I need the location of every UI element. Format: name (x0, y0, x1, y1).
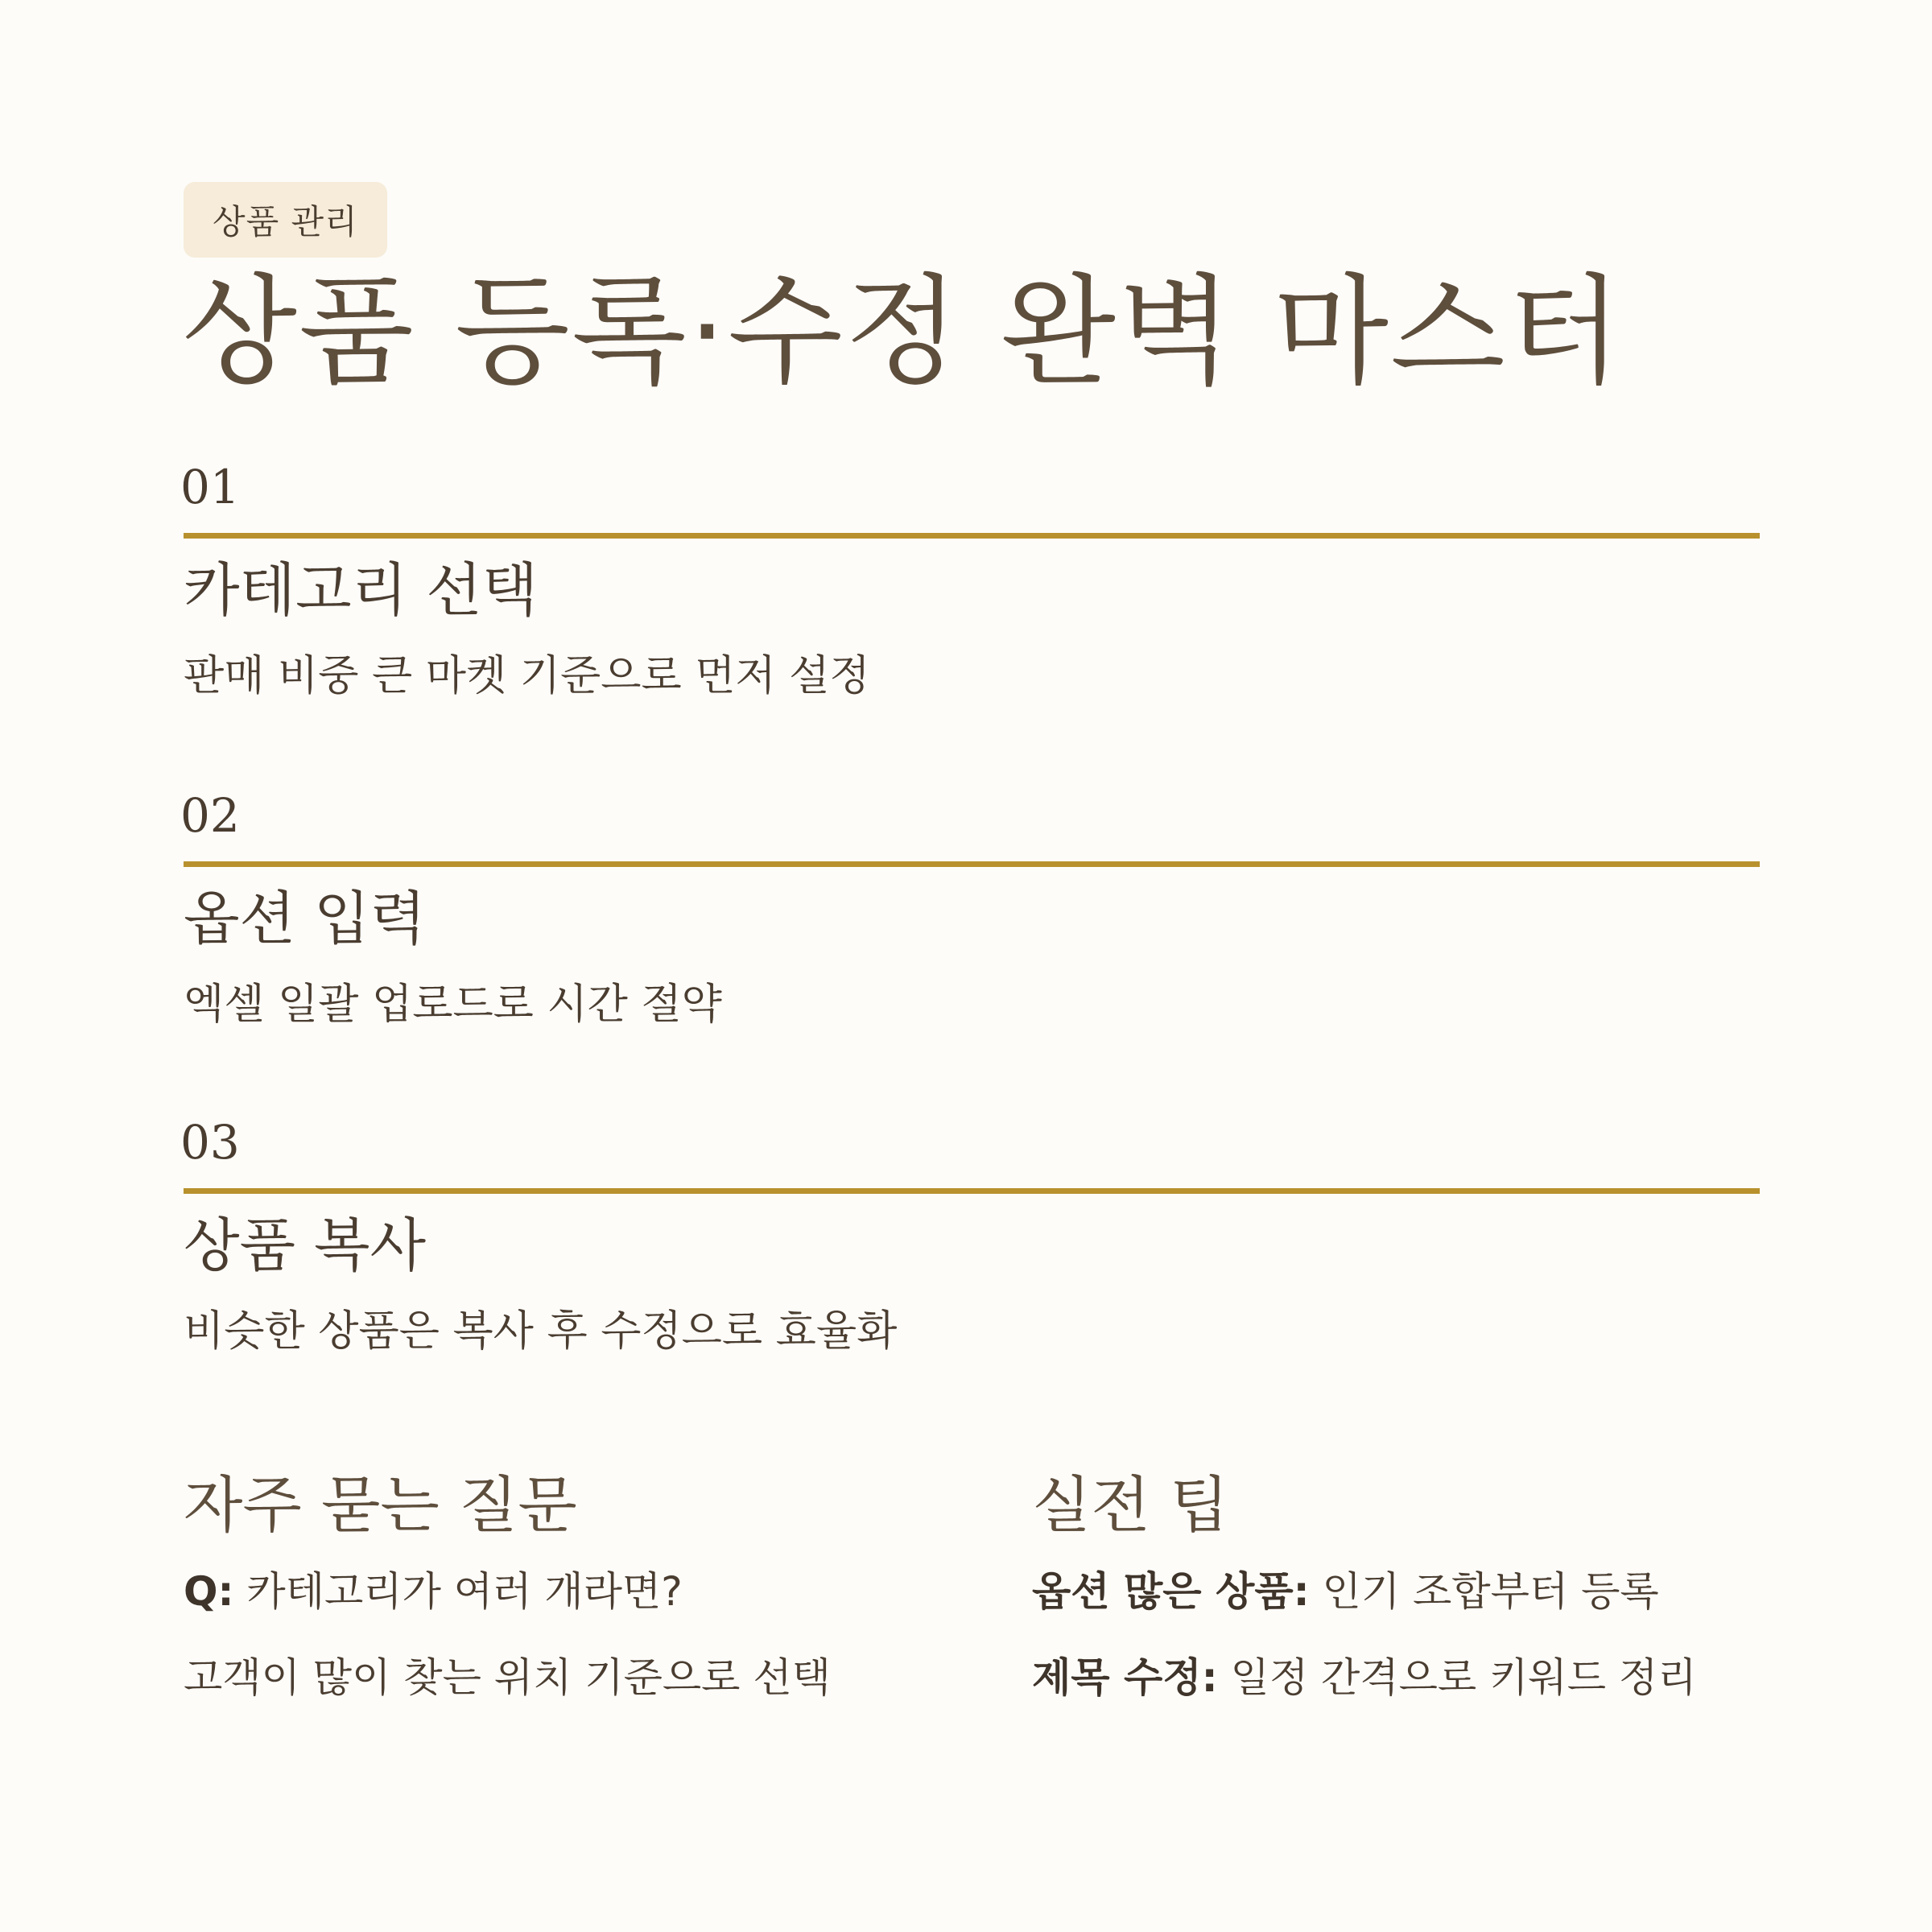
tip-item (1032, 1567, 1697, 1615)
tip-text: 일정 간격으로 키워드 정리 (1230, 1653, 1697, 1701)
step-description: 엑셀 일괄 업로드로 시간 절약 (184, 980, 722, 1029)
step-description: 비슷한 상품은 복사 후 수정으로 효율화 (184, 1307, 898, 1356)
step-heading: 상품 복사 (184, 1212, 427, 1279)
tip-item (1032, 1653, 1697, 1701)
step-number: 03 (180, 1115, 240, 1170)
category-badge (184, 182, 387, 258)
step-number: 02 (180, 788, 240, 843)
step-number: 01 (180, 460, 240, 514)
step-divider (184, 1188, 1760, 1194)
faq-question (184, 1567, 831, 1615)
step-heading: 옵션 입력 (184, 885, 427, 952)
category-badge-label: 상품 관리 (213, 202, 358, 242)
tip-label: 옵션 많은 상품: (1032, 1567, 1310, 1615)
faq-question-text: 카테고리가 여러 개라면? (246, 1567, 683, 1615)
faq-question-label: Q: (184, 1567, 234, 1615)
faq-section (184, 1469, 831, 1742)
tip-label: 제목 수정: (1032, 1653, 1218, 1701)
tips-heading: 실전 팁 (1032, 1469, 1229, 1541)
tip-text: 인기 조합부터 등록 (1322, 1567, 1659, 1615)
step-heading: 카테고리 선택 (184, 556, 539, 624)
faq-heading: 자주 묻는 질문 (184, 1469, 577, 1541)
step-description: 판매 비중 큰 마켓 기준으로 먼저 설정 (184, 652, 870, 700)
tips-section (1032, 1469, 1697, 1742)
step-divider (184, 861, 1760, 867)
page-title: 상품 등록·수정 완벽 마스터 (182, 262, 1624, 401)
faq-answer: 고객이 많이 찾는 위치 기준으로 선택 (184, 1653, 831, 1701)
step-divider (184, 533, 1760, 539)
